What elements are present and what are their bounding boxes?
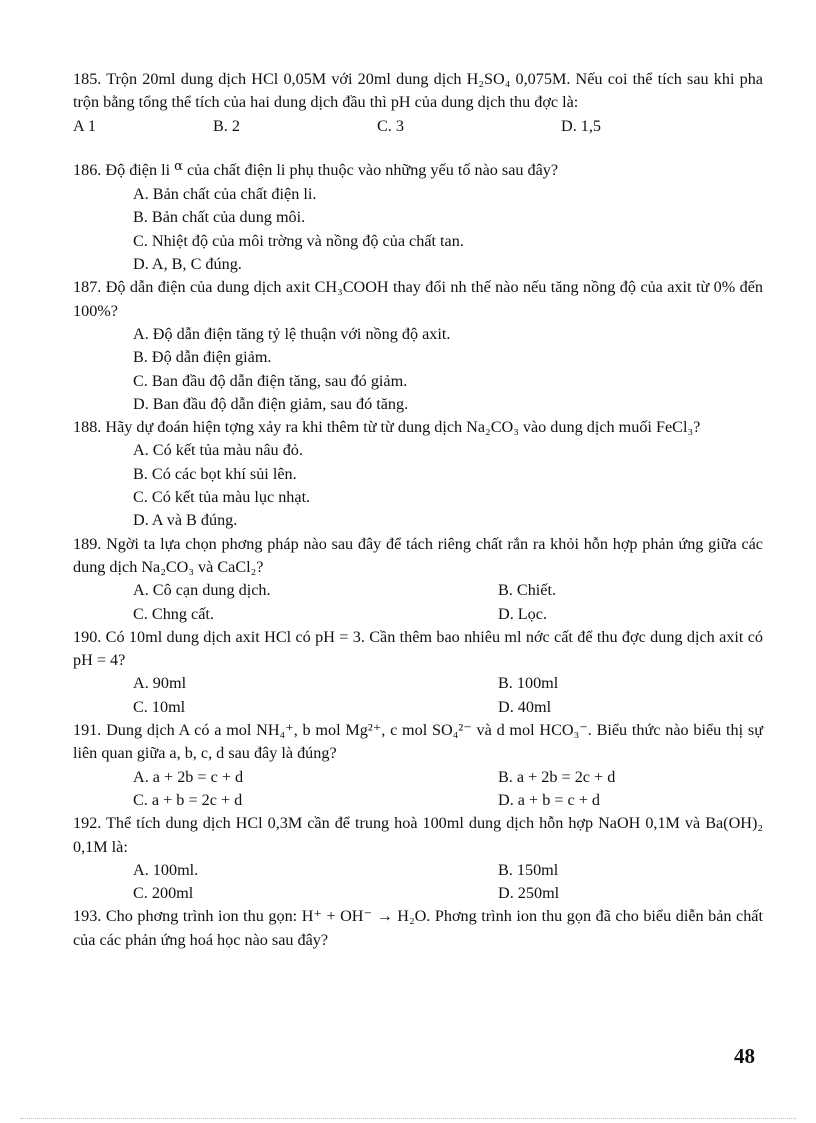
option-c: C. Có kết tủa màu lục nhạt.: [133, 488, 311, 507]
option-a: A. a + 2b = c + d: [133, 767, 244, 786]
option-b: B. 150ml: [498, 860, 559, 879]
question-185: [73, 68, 763, 138]
option-c: C. Chng cất.: [133, 604, 214, 623]
option-c: C. 200ml: [133, 884, 194, 903]
option-b: B. Có các bọt khí sủi lên.: [133, 464, 297, 483]
answer-options: [73, 672, 763, 719]
question-188: [73, 416, 763, 532]
option-d: D. Lọc.: [498, 604, 547, 623]
option-a: A. 90ml: [133, 674, 187, 693]
option-a: A. 100ml.: [133, 860, 199, 879]
option-d: D. 40ml: [498, 697, 552, 716]
answer-options: [73, 115, 763, 138]
option-d: D. A, B, C đúng.: [133, 255, 242, 274]
page-number: 48: [734, 1044, 755, 1068]
question-text: 188. Hãy dự đoán hiện tợng xảy ra khi thêm từ từ dung dịch Na₂CO₃ vào dung dịch muối FeCl₃?: [73, 418, 701, 437]
question-text: 193. Cho phơng trình ion thu gọn: H⁺ + OH⁻ → H₂O. Phơng trình ion thu gọn đã cho biểu diễn bản chất của các phản ứng hoá học nào sau đây?: [73, 907, 763, 949]
option-b: B. Độ dẫn điện giảm.: [133, 348, 272, 367]
question-189: [73, 533, 763, 626]
question-190: [73, 626, 763, 719]
option-b: B. Chiết.: [498, 581, 557, 600]
question-text: 187. Độ dẫn điện của dung dịch axit CH₃COOH thay đổi nh thế nào nếu tăng nồng độ của axit từ 0% đến 100%?: [73, 278, 763, 320]
question-text: 190. Có 10ml dung dịch axit HCl có pH = 3. Cần thêm bao nhiêu ml nớc cất để thu đợc dung dịch axit có pH = 4?: [73, 627, 763, 670]
option-d: D. a + b = c + d: [498, 790, 601, 809]
option-c: C. 10ml: [133, 697, 186, 716]
question-text: 192. Thể tích dung dịch HCl 0,3M cần để trung hoà 100ml dung dịch hỗn hợp NaOH 0,1M và Ba(OH)₂ 0,1M là:: [73, 814, 763, 856]
question-193: [73, 905, 763, 952]
question-text: 191. Dung dịch A có a mol NH₄⁺, b mol Mg²⁺, c mol SO₄²⁻ và d mol HCO₃⁻. Biểu thức nào biểu thị sự liên quan giữa a, b, c, d sau đây là đúng?: [73, 721, 763, 763]
question-187: [73, 276, 763, 416]
question-186: [73, 159, 763, 276]
question-text-start: 186. Độ điện li: [73, 160, 175, 179]
option-c: C. Nhiệt độ của môi trờng và nồng độ của chất tan.: [133, 231, 464, 250]
question-text: 185. Trộn 20ml dung dịch HCl 0,05M với 20ml dung dịch H₂SO₄ 0,075M. Nếu coi thể tích sau khi pha trộn bằng tổng thể tích của hai dung dịch đầu thì pH của dung dịch thu đợc là:: [73, 70, 763, 112]
question-192: [73, 812, 763, 905]
question-191: [73, 719, 763, 812]
option-b: B. Bản chất của dung môi.: [133, 208, 306, 227]
option-c: C. 3: [377, 116, 404, 135]
option-a: A. Có kết tủa màu nâu đỏ.: [133, 441, 303, 460]
option-a: A. Bản chất của chất điện li.: [133, 185, 317, 204]
option-b: B. 2: [213, 116, 240, 135]
option-d: D. A và B đúng.: [133, 511, 238, 530]
question-text: 189. Ngời ta lựa chọn phơng pháp nào sau đây để tách riêng chất rắn ra khỏi hỗn hợp phản ứng giữa các dung dịch Na₂CO₃ và CaCl₂?: [73, 534, 763, 576]
option-a: A. Độ dẫn điện tăng tỷ lệ thuận với nồng độ axit.: [133, 324, 451, 343]
option-c: C. Ban đầu độ dẫn điện tăng, sau đó giảm.: [133, 371, 408, 390]
option-d: D. 250ml: [498, 884, 560, 903]
question-text-end: của chất điện li phụ thuộc vào những yếu tố nào sau đây?: [182, 160, 559, 179]
option-b: B. a + 2b = 2c + d: [498, 767, 616, 786]
option-c: C. a + b = 2c + d: [133, 790, 243, 809]
question-list: [73, 68, 763, 952]
option-a: A. Cô cạn dung dịch.: [133, 581, 271, 600]
option-b: B. 100ml: [498, 674, 559, 693]
option-d: D. Ban đầu độ dẫn điện giảm, sau đó tăng.: [133, 394, 409, 413]
option-d: D. 1,5: [561, 116, 602, 135]
question-text: [73, 159, 763, 183]
alpha-symbol: α: [174, 158, 183, 174]
answer-options: [73, 766, 763, 813]
answer-options: [73, 859, 763, 906]
option-a: A 1: [73, 116, 96, 135]
footer-divider: [20, 1118, 796, 1119]
answer-options: [73, 579, 763, 626]
